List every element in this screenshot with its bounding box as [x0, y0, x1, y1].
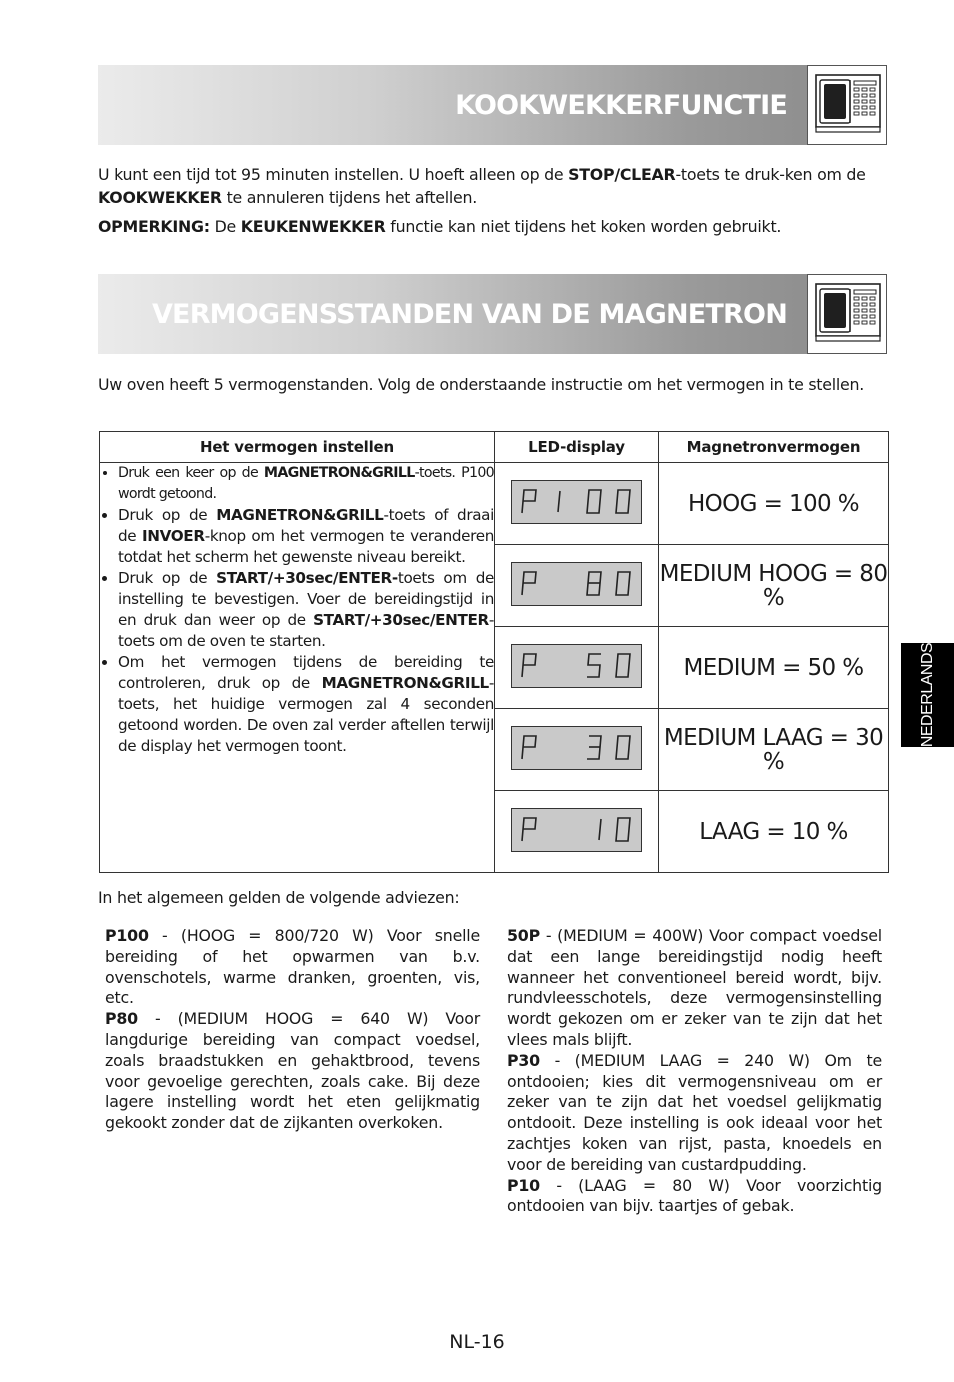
magnetron-grill-key: MAGNETRON&GRILL: [263, 465, 415, 481]
lcd-display-p10: [511, 808, 642, 852]
p10-label: P10: [507, 1175, 540, 1195]
text-run: -toets, het huidige vermogen zal 4 seconden getoond worden. De oven zal verder aftellen terwijl de display het vermogen toont.: [118, 674, 494, 755]
list-item: [118, 505, 494, 568]
table-row: [100, 463, 889, 545]
list-item: [118, 568, 494, 652]
section-title-kookwekker: KOOKWEKKERFUNCTIE: [455, 89, 787, 121]
lcd-display-p50: [511, 644, 642, 688]
text-run: Druk op de: [118, 569, 217, 587]
power-level-laag: LAAG = 10 %: [659, 791, 889, 873]
text-run: - (LAAG = 80 W) Voor voorzichtig ontdooien van bijv. taartjes of gebak.: [507, 1175, 882, 1216]
instructions-cell: [100, 463, 495, 873]
text-run: -toets om de oven te starten.: [118, 611, 494, 650]
text-run: - (MEDIUM HOOG = 640 W) Voor langdurige bereiding van compact voedsel, zoals braadstukken en gehaktbrood, tevens voor gevoelige gerechten, zoals cake. Bij deze lagere instelling wordt het eten gelijkmatig gekookt zonder dat de zijkanten overkoken.: [105, 1009, 480, 1133]
advice-column-left: [105, 926, 480, 1134]
power-levels-table: [99, 431, 889, 873]
magnetron-grill-key: MAGNETRON&GRILL: [321, 674, 489, 692]
list-item: [118, 463, 494, 505]
lcd-display-p80: [511, 562, 642, 606]
invoer-knob: INVOER: [141, 527, 205, 545]
text-run: toets om de instelling te bevestigen. Voer de bereidingstijd in en druk dan weer op de: [118, 569, 494, 629]
microwave-icon: [807, 65, 887, 145]
stop-clear-key: STOP/CLEAR: [568, 165, 676, 184]
text-run: Druk op de: [118, 506, 217, 524]
text-run: - (MEDIUM = 400W) Voor compact voedsel dat een lange bereidingstijd nodig heeft wanneer het conventioneel bereid wordt, bijv. rundvleesschotels, deze vermogensinstelling wordt gekozen om er zeker van te zijn dat het vlees mals blijft.: [507, 926, 882, 1049]
text-run: -toets of draai de: [118, 506, 494, 545]
list-item: [118, 652, 494, 757]
microwave-icon: [807, 274, 887, 354]
advice-column-right: [507, 926, 882, 1217]
page-number: NL-16: [449, 1331, 505, 1353]
p100-label: P100: [105, 926, 149, 945]
text-run: -knop om het vermogen te veranderen totdat het scherm het gewenste niveau bereikt.: [118, 527, 494, 566]
led-cell: [495, 545, 659, 627]
text-run: Druk een keer op de: [118, 465, 264, 481]
kookwekker-note: [98, 215, 888, 238]
section-title-vermogensstanden: VERMOGENSSTANDEN VAN DE MAGNETRON: [151, 298, 787, 330]
power-level-medium-laag: MEDIUM LAAG = 30 %: [659, 709, 889, 791]
text-run: - (MEDIUM LAAG = 240 W) Om te ontdooien; kies dit vermogensniveau om er zeker van te zijn dat het voedsel gelijkmatig ontdooit. Deze instelling is ook ideaal voor het zachtjes koken van rijst, pasta, knoedels en voor de bereiding van custardpudding.: [507, 1050, 882, 1174]
p80-label: P80: [105, 1009, 138, 1029]
lcd-display-p100: [511, 480, 642, 524]
vermogensstanden-intro: Uw oven heeft 5 vermogenstanden. Volg de onderstaande instructie om het vermogen in te stellen.: [98, 375, 864, 394]
lcd-display-p30: [511, 726, 642, 770]
led-cell: [495, 627, 659, 709]
vermogensstanden-banner: [98, 274, 887, 354]
p30-label: P30: [507, 1050, 540, 1070]
power-level-medium: MEDIUM = 50 %: [659, 627, 889, 709]
table-header-row: [100, 432, 889, 463]
kookwekker-banner: [98, 65, 887, 145]
led-cell: [495, 463, 659, 545]
header-led-display: LED-display: [495, 432, 659, 463]
kookwekker-description: [98, 163, 888, 209]
power-level-hoog: HOOG = 100 %: [659, 463, 889, 545]
text-run: Om het vermogen tijdens de bereiding te controleren, druk op de: [118, 653, 494, 692]
start-enter-key: START/+30sec/ENTER: [313, 611, 489, 629]
power-level-medium-hoog: MEDIUM HOOG = 80 %: [659, 545, 889, 627]
text-run: te annuleren tijdens het aftellen.: [221, 188, 478, 207]
text-run: functie kan niet tijdens het koken worden gebruikt.: [385, 217, 782, 236]
text-run: - (HOOG = 800/720 W) Voor snelle bereiding of het opwarmen van b.v. ovenschotels, warme dranken, groenten, vis, etc.: [105, 926, 480, 1008]
text-run: -toets. P100 wordt getoond.: [118, 465, 494, 502]
text-run: U kunt een tijd tot 95 minuten instellen. U hoeft alleen op de: [98, 165, 569, 184]
advice-intro: In het algemeen gelden de volgende adviezen:: [98, 888, 460, 907]
language-tab: [901, 643, 954, 747]
led-cell: [495, 709, 659, 791]
header-magnetronvermogen: Magnetronvermogen: [659, 432, 889, 463]
p50-label: 50P: [507, 926, 540, 945]
keukenwekker-term: KEUKENWEKKER: [240, 217, 386, 236]
text-run: -toets te druk-ken om de: [675, 165, 866, 184]
instruction-list: [100, 463, 494, 757]
text-run: De: [209, 217, 241, 236]
led-cell: [495, 791, 659, 873]
kookwekker-term: KOOKWEKKER: [98, 188, 222, 207]
header-instellen: Het vermogen instellen: [100, 432, 495, 463]
note-label: OPMERKING:: [98, 217, 210, 236]
magnetron-grill-key: MAGNETRON&GRILL: [216, 506, 384, 524]
language-tab-label: NEDERLANDS: [918, 642, 936, 748]
start-enter-key: START/+30sec/ENTER-: [216, 569, 398, 587]
